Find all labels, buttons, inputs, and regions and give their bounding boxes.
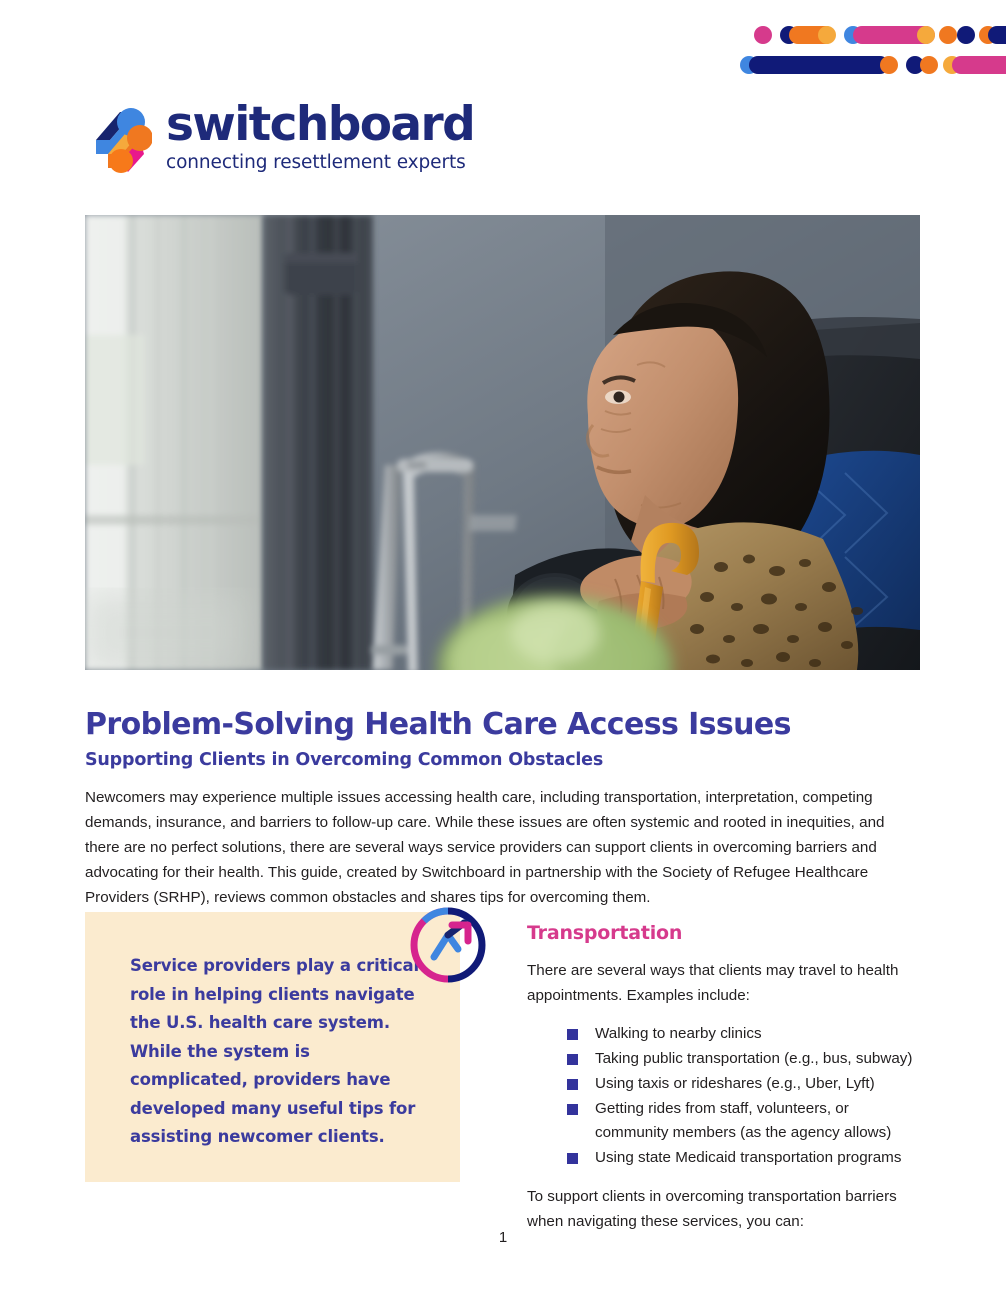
decorative-pill-row-top (740, 26, 1006, 44)
bullet-square-icon (567, 1079, 578, 1090)
decorative-dot (754, 26, 772, 44)
decorative-pill (749, 56, 889, 74)
logo-wordmark: switchboard (166, 97, 475, 152)
list-item (567, 1022, 925, 1046)
bullet-square-icon (567, 1029, 578, 1040)
decorative-pill-bars (740, 0, 1006, 86)
list-item (567, 1047, 925, 1071)
callout-text: Service providers play a critical role in helping clients navigate the U.S. health care system. While the system is complicated, providers have developed many useful tips for assisting newcomer clients. (130, 956, 419, 1146)
callout-box (85, 912, 460, 1182)
decorative-pill-row-bottom (740, 56, 1006, 74)
page-title: Problem-Solving Health Care Access Issues (85, 707, 791, 743)
switchboard-logo-mark-icon (90, 98, 152, 176)
intro-paragraph: Newcomers may experience multiple issues accessing health care, including transportation, interpretation, competing demands, insurance, and barriers to follow-up care. While these issues are often systemic and rooted in inequities, and there are no perfect solutions, there are several ways service providers can support clients in overcoming barriers and advocating for their health. This guide, created by Switchboard in partnership with the Society of Refugee Healthcare Providers (SRHP), reviews common obstacles and shares tips for overcoming them. (85, 789, 885, 907)
list-item-label: Getting rides from staff, volunteers, or community members (as the agency allows) (595, 1100, 892, 1141)
transportation-bullet-list (527, 1022, 925, 1170)
bullet-square-icon (567, 1153, 578, 1164)
decorative-dot (920, 56, 938, 74)
list-item-label: Walking to nearby clinics (595, 1025, 762, 1042)
hero-photo (85, 215, 920, 670)
list-item-label: Using taxis or rideshares (e.g., Uber, Lyft) (595, 1075, 875, 1092)
list-item (567, 1097, 925, 1145)
page-number: 1 (498, 1229, 508, 1246)
list-item-label: Using state Medicaid transportation programs (595, 1149, 902, 1166)
bullet-square-icon (567, 1054, 578, 1065)
switchboard-arrow-badge-icon (408, 905, 488, 985)
logo-tagline: connecting resettlement experts (166, 152, 466, 173)
list-item (567, 1146, 925, 1170)
decorative-dot (818, 26, 836, 44)
decorative-dot (957, 26, 975, 44)
switchboard-logo (90, 98, 474, 176)
list-item (567, 1072, 925, 1096)
bullet-square-icon (567, 1104, 578, 1115)
transportation-closing-paragraph: To support clients in overcoming transportation barriers when navigating these services, you can: (527, 1188, 897, 1230)
decorative-pill (988, 26, 1006, 44)
decorative-dot (917, 26, 935, 44)
list-item-label: Taking public transportation (e.g., bus, subway) (595, 1050, 913, 1067)
page-subtitle: Supporting Clients in Overcoming Common Obstacles (85, 749, 604, 770)
section-heading-transportation: Transportation (527, 922, 683, 944)
right-column (527, 922, 925, 1234)
transportation-lead-paragraph: There are several ways that clients may travel to health appointments. Examples include: (527, 962, 899, 1004)
decorative-pill (952, 56, 1006, 74)
decorative-dot (939, 26, 957, 44)
decorative-dot (880, 56, 898, 74)
